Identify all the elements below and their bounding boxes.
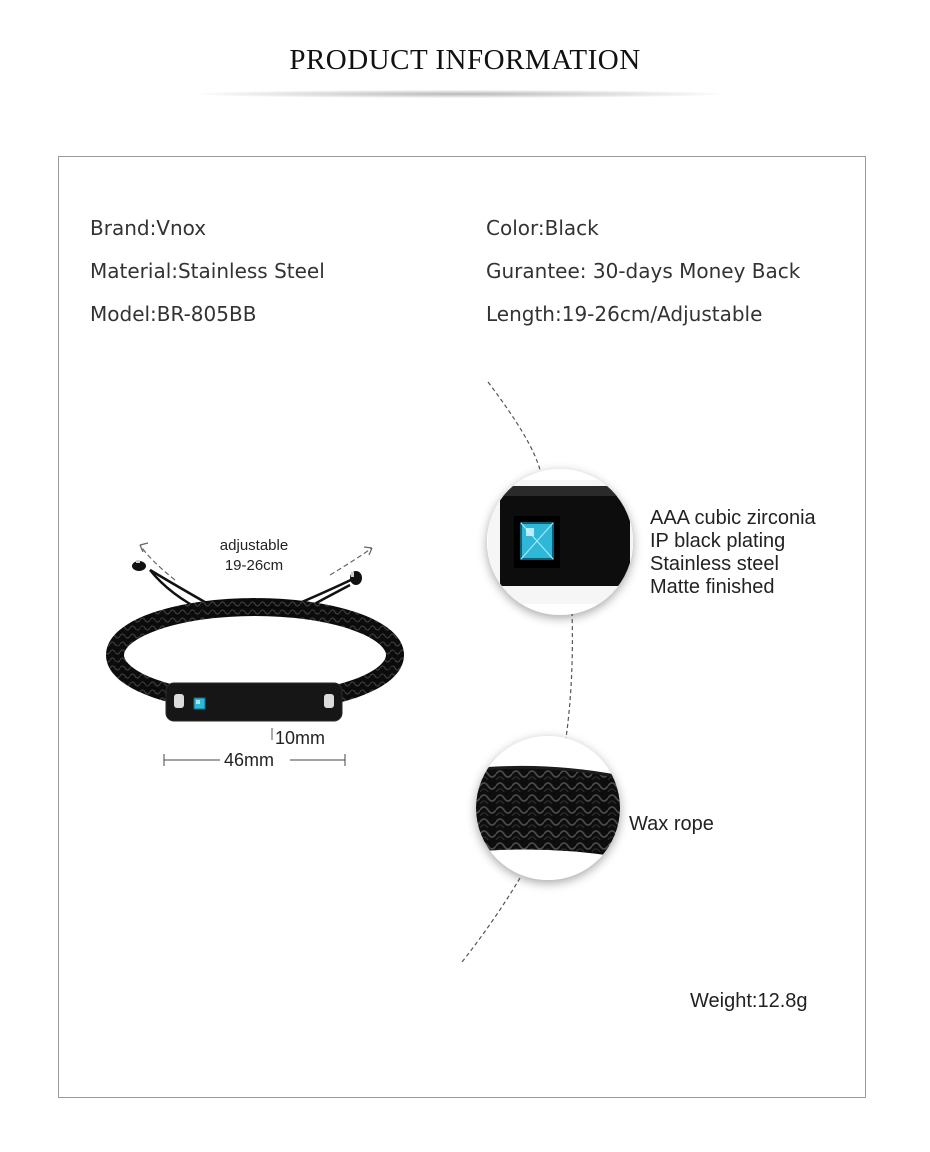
- rope-callout: Wax rope: [629, 813, 714, 835]
- adjustable-text: adjustable: [219, 537, 289, 554]
- weight-label: Weight:12.8g: [690, 990, 808, 1012]
- spec-brand: Brand:Vnox: [90, 216, 207, 240]
- callout-line-steel: Stainless steel: [650, 553, 779, 575]
- height-label: 10mm: [275, 728, 326, 748]
- spec-length: Length:19-26cm/Adjustable: [486, 302, 763, 326]
- callout-line-plating: IP black plating: [650, 530, 786, 552]
- spec-guarantee: Gurantee: 30-days Money Back: [486, 259, 801, 283]
- callout-line-finish: Matte finished: [650, 576, 775, 598]
- rope-detail-circle: [470, 736, 626, 880]
- stone-detail-circle: [487, 469, 636, 615]
- bracelet-image: [115, 543, 395, 766]
- width-label: 46mm: [224, 750, 275, 770]
- dashed-connector: [488, 382, 540, 470]
- bracelet-plate: [166, 683, 342, 721]
- stone-callout-list: [650, 507, 816, 599]
- page-title: PRODUCT INFORMATION: [289, 44, 641, 76]
- adjustable-label: [200, 536, 308, 576]
- callout-line-zirconia: AAA cubic zirconia: [650, 507, 816, 529]
- spec-model: Model:BR-805BB: [90, 302, 257, 326]
- spec-material: Material:Stainless Steel: [90, 259, 325, 283]
- adjustable-range: 19-26cm: [224, 557, 284, 574]
- spec-color: Color:Black: [486, 216, 599, 240]
- adjust-arrow-right: [330, 548, 372, 575]
